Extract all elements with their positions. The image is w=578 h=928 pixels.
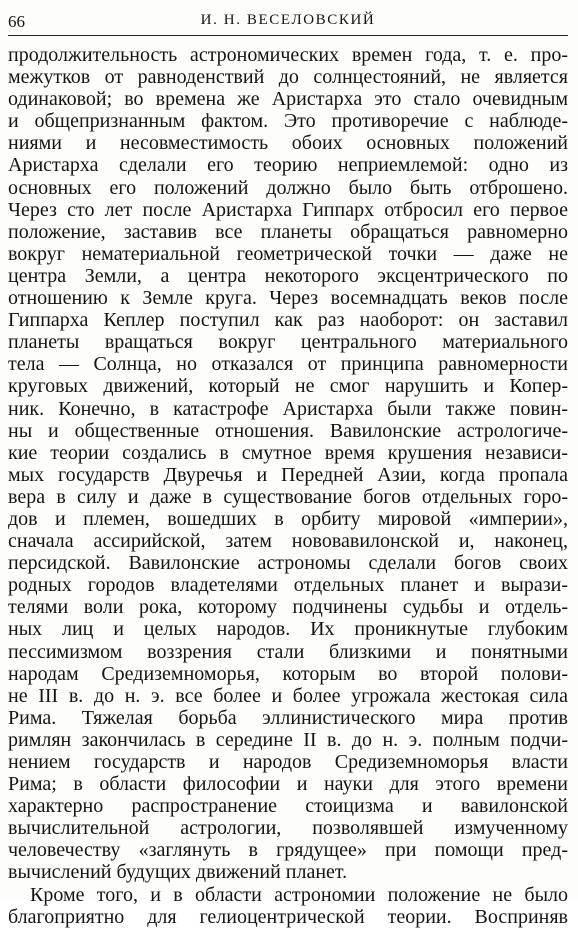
text-line: межутков от равноденствий до солнцестояний, не является [8, 66, 568, 89]
text-line: персидской. Вавилонские астрономы сделали богов своих [8, 552, 568, 575]
text-line: сначала ассирийской, затем нововавилонской и, наконец, [8, 530, 568, 553]
page-number: 66 [8, 12, 25, 31]
text-line: планеты вращаться вокруг центрального материального [8, 331, 568, 354]
text-line: телями воли рока, которому подчинены судьбы и отдель- [8, 596, 568, 619]
header-rule [8, 35, 568, 36]
text-line: дов и племен, вошедших в орбиту мировой «империи», [8, 507, 568, 530]
text-line: круговых движений, который не смог нарушить и Копер- [8, 375, 568, 398]
text-line: кие теории создались в смутное время крушения независи- [8, 441, 568, 464]
text-line: Аристарха сделали его теорию неприемлемой: одно из [8, 154, 568, 177]
running-head: И. Н. ВЕСЕЛОВСКИЙ [200, 12, 376, 28]
paragraph-start-line: Кроме того, и в области астрономии положение не было [30, 883, 568, 906]
text-line: характерно распространение стоицизма и вавилонской [8, 795, 568, 818]
text-line: благоприятно для гелиоцентрической теории. Восприняв [8, 905, 568, 928]
body-text [8, 44, 568, 928]
text-line: народам Средиземноморья, которым во второй полови- [8, 662, 568, 685]
text-line: вера в силу и даже в существование богов отдельных горо- [8, 485, 568, 508]
text-line: тела — Солнца, но отказался от принципа равномерности [8, 353, 568, 376]
text-line: положение, заставив все планеты обращаться равномерно [8, 220, 568, 243]
text-line: римлян закончилась в середине II в. до н. э. полным подчи- [8, 728, 568, 751]
text-line: ных лиц и целых народов. Их проникнутые глубоким [8, 618, 568, 641]
text-line: родных городов владетелями отдельных планет и вырази- [8, 574, 568, 597]
text-line: мых государств Двуречья и Передней Азии, когда пропала [8, 463, 568, 486]
text-line: отношению к Земле круга. Через восемнадцать веков после [8, 287, 568, 310]
text-line: ны и общественные отношения. Вавилонские астрологиче- [8, 419, 568, 442]
text-line: Через сто лет после Аристарха Гиппарх отбросил его первое [8, 198, 568, 221]
text-line: ник. Конечно, в катастрофе Аристарха были также повин- [8, 397, 568, 420]
text-line: нением государств и народов Средиземноморья власти [8, 751, 568, 773]
text-line: Рима. Тяжелая борьба эллинистического мира против [8, 706, 568, 729]
paragraph-end-line: вычислений будущих движений планет. [8, 861, 348, 884]
page-header [8, 8, 568, 34]
text-line: центра Земли, а центра некоторого эксцентрического по [8, 264, 568, 287]
text-line: ниями и несовместимость обоих основных положений [8, 132, 568, 155]
text-line: Гиппарха Кеплер поступил как раз наоборот: он заставил [8, 309, 568, 332]
text-line: продолжительность астрономических времен года, т. е. про- [8, 44, 568, 66]
text-line: и общепризнанным фактом. Это противоречие с наблюде- [8, 110, 568, 133]
text-line: вокруг нематериальной геометрической точки — даже не [8, 242, 568, 265]
text-line: вычислительной астрологии, позволявшей измученному [8, 817, 568, 840]
text-line: основных его положений должно было быть отброшено. [8, 176, 568, 199]
text-line: одинаковой; во времена же Аристарха это стало очевидным [8, 88, 568, 111]
text-line: не III в. до н. э. все более и более угрожала жестокая сила [8, 684, 568, 707]
text-line: человечеству «заглянуть в грядущее» при помощи пред- [8, 839, 568, 862]
text-line: пессимизмом воззрения стали близкими и понятными [8, 640, 568, 663]
text-line: Рима; в области философии и науки для этого времени [8, 773, 568, 796]
